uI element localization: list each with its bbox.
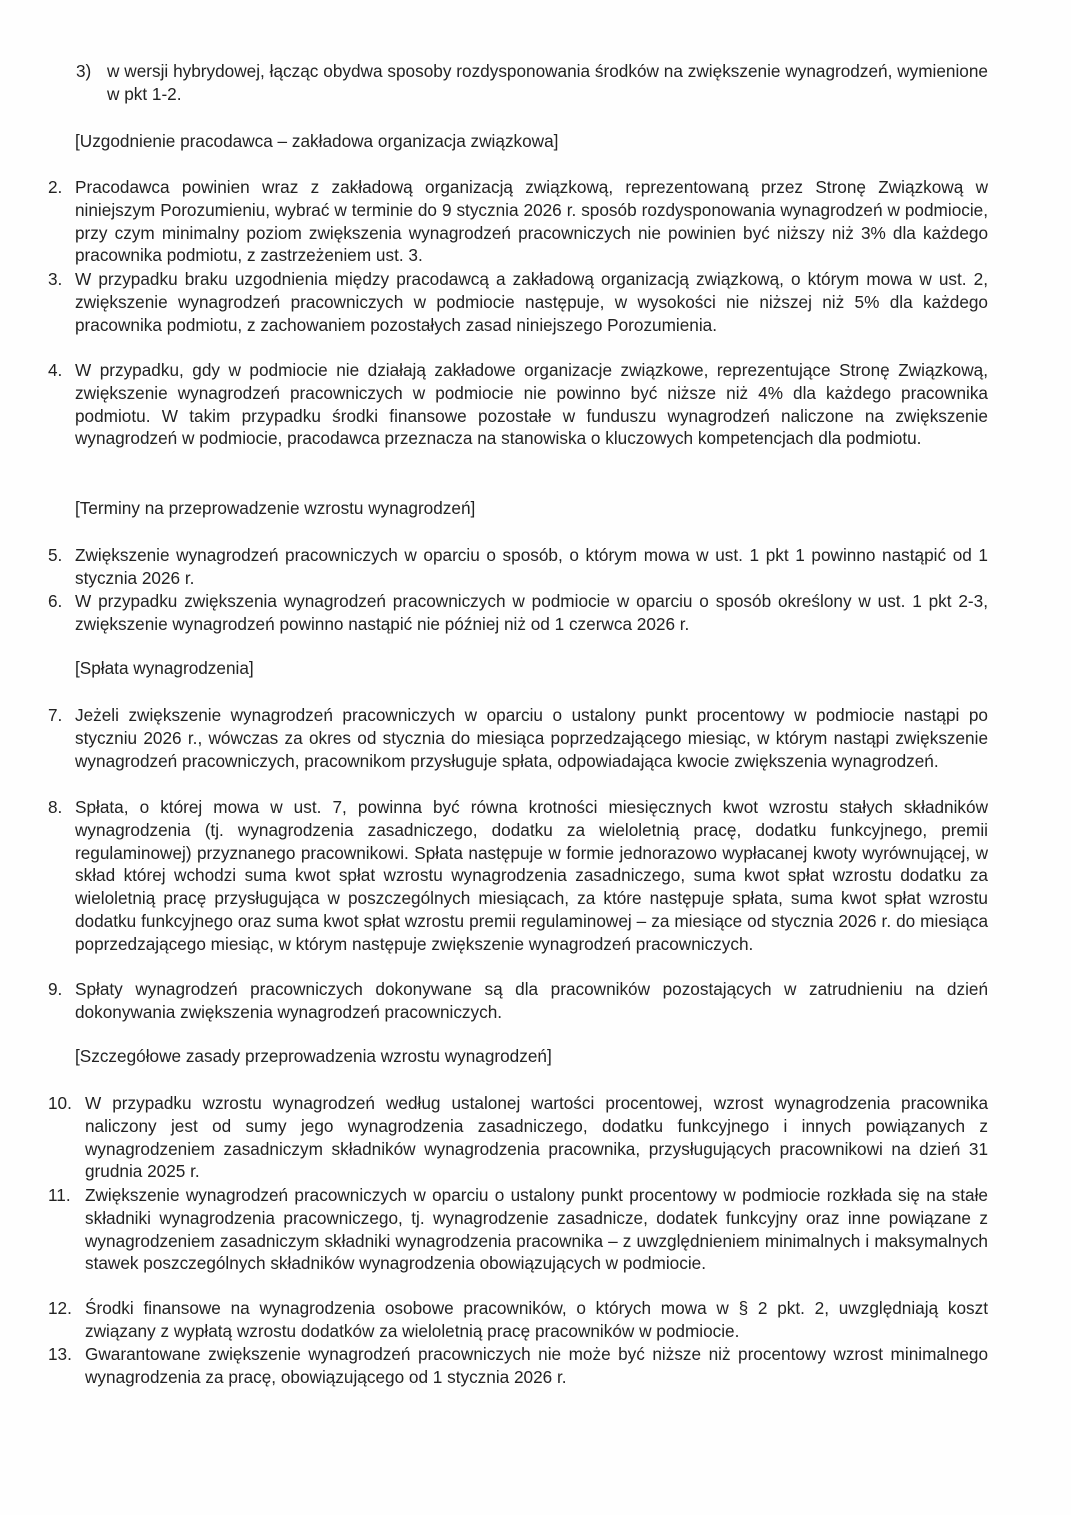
- list-item-11: [48, 1184, 988, 1275]
- item-number: 10.: [48, 1093, 72, 1113]
- list-item-7: [48, 704, 988, 772]
- list-item-6: [48, 590, 988, 636]
- list-item-12: [48, 1297, 988, 1343]
- item-text: Zwiększenie wynagrodzeń pracowniczych w oparciu o ustalony punkt procentowy w podmiocie rozkłada się na stałe składniki wynagrodzenia pracowniczego, tj. wynagrodzenie zasadnicze, dodatek funkcyjny oraz inne powiązane z wynagrodzeniem zasadniczym składniki wynagrodzenia pracownika – z uwzględnieniem minimalnych i maksymalnych stawek poszczególnych składników wynagrodzenia obowiązujących w podmiocie.: [85, 1185, 988, 1274]
- item-text: Środki finansowe na wynagrodzenia osobowe pracowników, o których mowa w § 2 pkt. 2, uwzględniają koszt związany z wypłatą wzrostu dodatków za wieloletnią pracę pracowników w podmiocie.: [85, 1298, 988, 1341]
- section-heading-agreement: [Uzgodnienie pracodawca – zakładowa organizacja związkowa]: [75, 131, 559, 151]
- item-number: 5.: [48, 545, 63, 565]
- sub-item-3: [76, 60, 988, 106]
- item-number: 11.: [48, 1185, 71, 1205]
- item-number: 4.: [48, 360, 63, 380]
- item-number: 7.: [48, 705, 63, 725]
- list-item-8: [48, 796, 988, 956]
- sub-item-text: w wersji hybrydowej, łącząc obydwa sposoby rozdysponowania środków na zwiększenie wynagrodzeń, wymienione w pkt 1-2.: [107, 61, 988, 104]
- item-text: W przypadku wzrostu wynagrodzeń według ustalonej wartości procentowej, wzrost wynagrodzenia pracownika naliczony jest od sumy jego wynagrodzenia zasadniczego, dodatku funkcyjnego i innych powiązanych z wynagrodzeniem zasadniczym składników wynagrodzenia pracownika, przysługujących pracownikowi na dzień 31 grudnia 2025 r.: [85, 1093, 988, 1182]
- list-item-4: [48, 359, 988, 450]
- item-text: Pracodawca powinien wraz z zakładową organizacją związkową, reprezentowaną przez Stronę Związkową w niniejszym Porozumieniu, wybrać w terminie do 9 stycznia 2026 r. sposób rozdysponowania wynagrodzeń w podmiocie, przy czym minimalny poziom zwiększenia wynagrodzeń pracowniczych nie powinien być niższy niż 3% dla każdego pracownika podmiotu, z zastrzeżeniem ust. 3.: [75, 177, 988, 266]
- item-text: Gwarantowane zwiększenie wynagrodzeń pracowniczych nie może być niższe niż procentowy wzrost minimalnego wynagrodzenia za pracę, obowiązującego od 1 stycznia 2026 r.: [85, 1344, 988, 1387]
- item-number: 12.: [48, 1298, 72, 1318]
- item-text: W przypadku braku uzgodnienia między pracodawcą a zakładową organizacją związkową, o którym mowa w ust. 2, zwiększenie wynagrodzeń pracowniczych w podmiocie następuje, w wysokości nie niższej niż 5% dla każdego pracownika podmiotu, z zachowaniem pozostałych zasad niniejszego Porozumienia.: [75, 269, 988, 335]
- section-heading-detailed-rules: [Szczegółowe zasady przeprowadzenia wzrostu wynagrodzeń]: [75, 1046, 552, 1066]
- list-item-5: [48, 544, 988, 590]
- item-number: 2.: [48, 177, 63, 197]
- item-number: 8.: [48, 797, 63, 817]
- item-number: 6.: [48, 591, 63, 611]
- item-text: W przypadku zwiększenia wynagrodzeń pracowniczych w podmiocie w oparciu o sposób określony w ust. 1 pkt 2-3, zwiększenie wynagrodzeń powinno nastąpić nie później niż od 1 czerwca 2026 r.: [75, 591, 988, 634]
- list-item-2: [48, 176, 988, 267]
- item-text: Zwiększenie wynagrodzeń pracowniczych w oparciu o sposób, o którym mowa w ust. 1 pkt 1 powinno nastąpić od 1 stycznia 2026 r.: [75, 545, 988, 588]
- item-text: Spłata, o której mowa w ust. 7, powinna być równa krotności miesięcznych kwot wzrostu stałych składników wynagrodzenia (tj. wynagrodzenia zasadniczego, dodatku za wieloletnią pracę, dodatku funkcyjnego, premii regulaminowej) przyznanego pracownikowi. Spłata następuje w formie jednorazowo wypłacanej kwoty wyrównującej, w skład której wchodzi suma kwot spłat wzrostu wynagrodzenia zasadniczego, suma kwot spłat wzrostu dodatku za wieloletnią pracę przysługująca w poszczególnych miesiącach, za które następuje spłata, suma kwot spłat wzrostu dodatku funkcyjnego oraz suma kwot spłat wzrostu premii regulaminowej – za miesiące od stycznia 2026 r. do miesiąca poprzedzającego miesiąc, w którym następuje zwiększenie wynagrodzeń pracowniczych.: [75, 797, 988, 954]
- section-heading-deadlines: [Terminy na przeprowadzenie wzrostu wynagrodzeń]: [75, 498, 476, 518]
- sub-item-number: 3): [76, 61, 92, 81]
- item-text: Spłaty wynagrodzeń pracowniczych dokonywane są dla pracowników pozostających w zatrudnieniu na dzień dokonywania zwiększenia wynagrodzeń pracowniczych.: [75, 979, 988, 1022]
- list-item-9: [48, 978, 988, 1024]
- item-text: W przypadku, gdy w podmiocie nie działają zakładowe organizacje związkowe, reprezentujące Stronę Związkową, zwiększenie wynagrodzeń pracowniczych w podmiocie nie powinno być niższe niż 4% dla każdego pracownika podmiotu. W takim przypadku środki finansowe pozostałe w funduszu wynagrodzeń naliczone na zwiększenie wynagrodzeń w podmiocie, pracodawca przeznacza na stanowiska o kluczowych kompetencjach dla podmiotu.: [75, 360, 988, 449]
- list-item-3: [48, 268, 988, 336]
- item-number: 9.: [48, 979, 63, 999]
- section-heading-repayment: [Spłata wynagrodzenia]: [75, 658, 254, 678]
- list-item-10: [48, 1092, 988, 1183]
- item-number: 13.: [48, 1344, 72, 1364]
- item-text: Jeżeli zwiększenie wynagrodzeń pracowniczych w oparciu o ustalony punkt procentowy w podmiocie nastąpi po styczniu 2026 r., wówczas za okres od stycznia do miesiąca poprzedzającego miesiąc, w którym nastąpi zwiększenie wynagrodzeń pracowniczych, pracownikom przysługuje spłata, odpowiadająca kwocie zwiększenia wynagrodzeń.: [75, 705, 988, 771]
- item-number: 3.: [48, 269, 63, 289]
- list-item-13: [48, 1343, 988, 1389]
